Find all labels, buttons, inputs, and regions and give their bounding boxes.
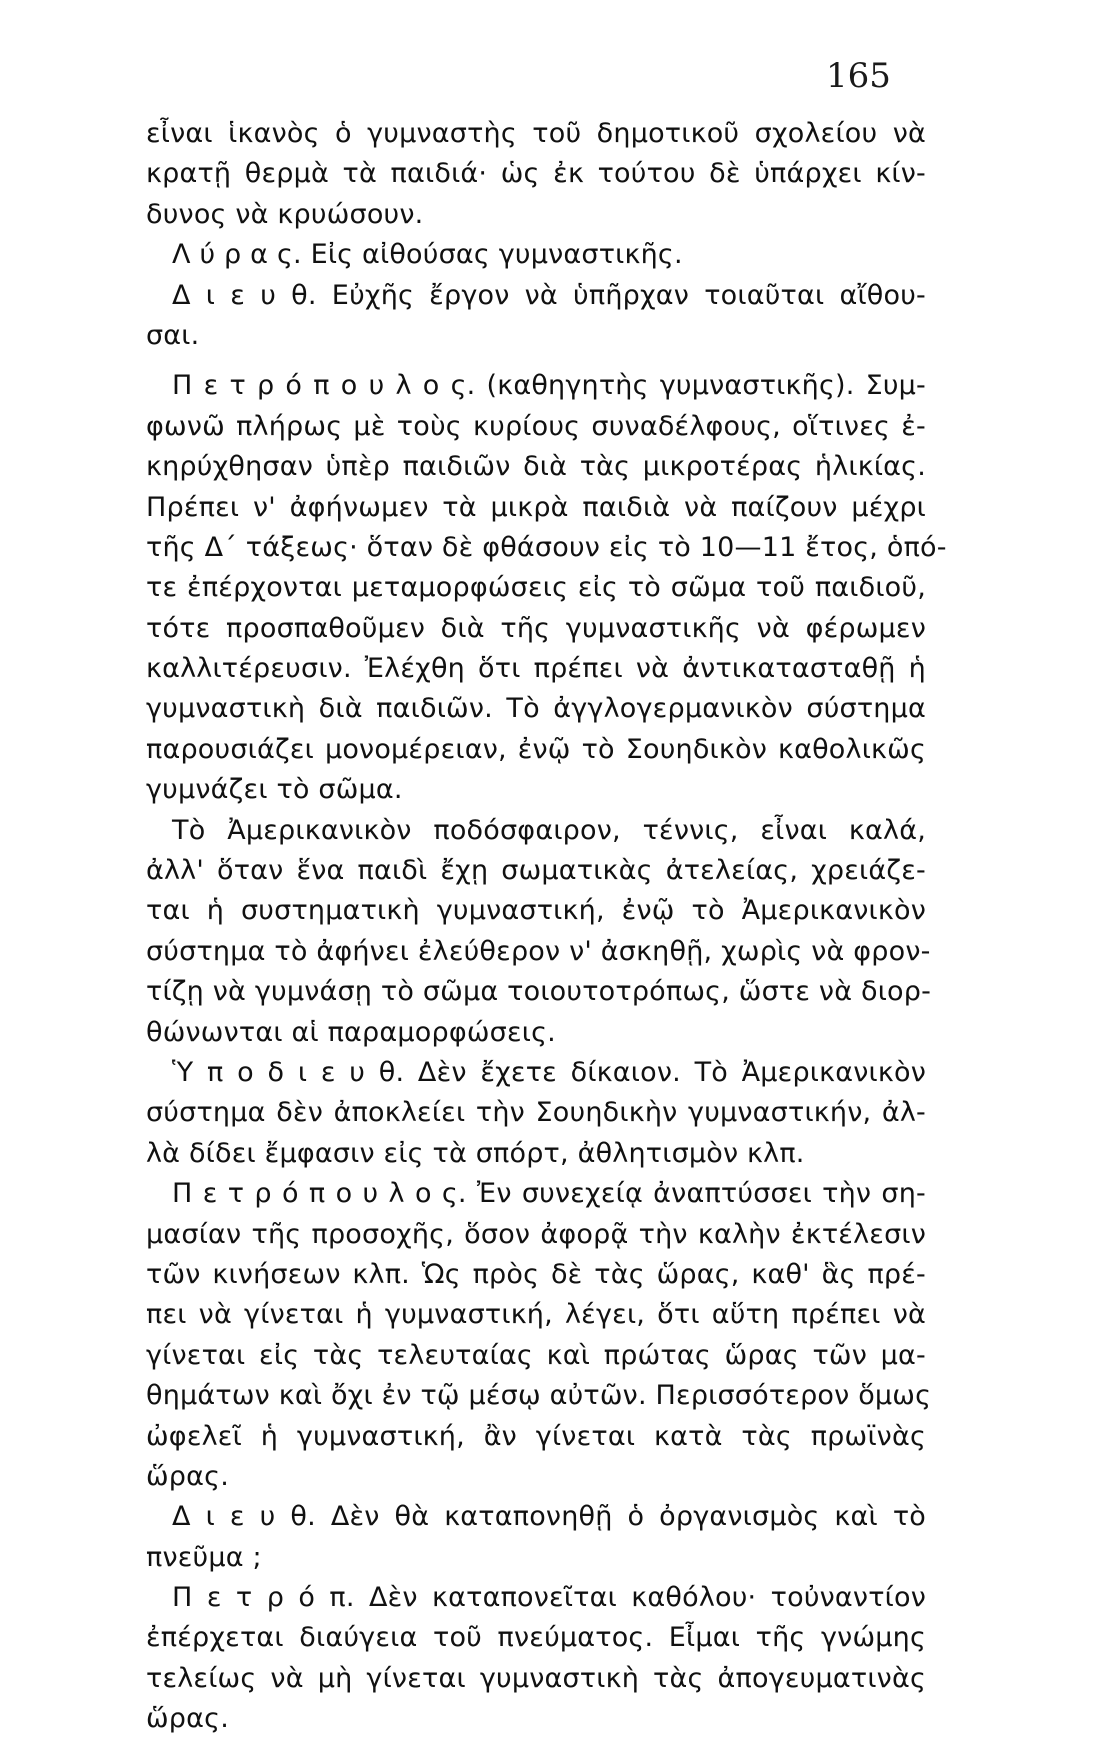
- text-line: ὥρας.: [146, 1703, 229, 1735]
- text-line: σύστημα δὲν ἀποκλείει τὴν Σουηδικὴν γυμναστικήν, ἀλ-: [146, 1097, 926, 1129]
- text-line: θώνωνται αἱ παραμορφώσεις.: [146, 1016, 556, 1048]
- text-line: ὥρας.: [146, 1460, 229, 1492]
- text-line: ἐπέρχεται διαύγεια τοῦ πνεύματος. Εἶμαι τῆς γνώμης: [146, 1622, 926, 1654]
- text-line: Π ε τ ρ ό π ο υ λ ο ς. Ἐν συνεχείᾳ ἀναπτύσσει τὴν ση-: [172, 1178, 926, 1210]
- text-line: γυμνάζει τὸ σῶμα.: [146, 774, 403, 806]
- text-line: Δ ι ε υ θ. Δὲν θὰ καταπονηθῇ ὁ ὀργανισμὸς καὶ τὸ: [172, 1501, 926, 1533]
- text-line: Π ε τ ρ ό π. Δὲν καταπονεῖται καθόλου· τοὐναντίον: [172, 1582, 926, 1614]
- text-line: Λ ύ ρ α ς. Εἰς αἰθούσας γυμναστικῆς.: [172, 239, 683, 271]
- text-line: Τὸ Ἀμερικανικὸν ποδόσφαιρον, τέννις, εἶναι καλά,: [172, 814, 926, 846]
- text-line: Δ ι ε υ θ. Εὐχῆς ἔργον νὰ ὑπῆρχαν τοιαῦται αἴθου-: [172, 279, 926, 311]
- text-line: θημάτων καὶ ὄχι ἐν τῷ μέσῳ αὐτῶν. Περισσότερον ὅμως: [146, 1380, 932, 1412]
- page-number: 165: [826, 56, 891, 96]
- text-line: τίζῃ νὰ γυμνάσῃ τὸ σῶμα τοιουτοτρόπως, ὥστε νὰ διορ-: [146, 976, 932, 1008]
- text-line: γίνεται εἰς τὰς τελευταίας καὶ πρώτας ὥρας τῶν μα-: [146, 1339, 926, 1371]
- text-line: τῆς Δ΄ τάξεως· ὅταν δὲ φθάσουν εἰς τὸ 10—11 ἔτος, ὁπό-: [146, 531, 947, 563]
- text-line: φωνῶ πλήρως μὲ τοὺς κυρίους συναδέλφους, οἵτινες ἐ-: [146, 410, 926, 442]
- text-line: Ὑ π ο δ ι ε υ θ. Δὲν ἔχετε δίκαιον. Τὸ Ἀμερικανικὸν: [172, 1056, 926, 1088]
- text-line: τῶν κινήσεων κλπ. Ὡς πρὸς δὲ τὰς ὥρας, καθ' ἃς πρέ-: [146, 1258, 926, 1290]
- text-line: σαι.: [146, 319, 200, 351]
- text-line: τότε προσπαθοῦμεν διὰ τῆς γυμναστικῆς νὰ φέρωμεν: [146, 612, 926, 644]
- text-line: γυμναστικὴ διὰ παιδιῶν. Τὸ ἀγγλογερμανικὸν σύστημα: [146, 693, 926, 725]
- text-line: εἶναι ἱκανὸς ὁ γυμναστὴς τοῦ δημοτικοῦ σχολείου νὰ: [146, 118, 926, 149]
- text-line: ται ἡ συστηματικὴ γυμναστική, ἐνῷ τὸ Ἀμερικανικὸν: [146, 895, 926, 927]
- text-line: μασίαν τῆς προσοχῆς, ὅσον ἀφορᾷ τὴν καλὴν ἐκτέλεσιν: [146, 1218, 926, 1250]
- text-line: καλλιτέρευσιν. Ἐλέχθη ὅτι πρέπει νὰ ἀντικατασταθῇ ἡ: [146, 653, 926, 685]
- text-line: δυνος νὰ κρυώσουν.: [146, 198, 424, 230]
- text-line: Πρέπει ν' ἀφήνωμεν τὰ μικρὰ παιδιὰ νὰ παίζουν μέχρι: [146, 491, 926, 523]
- body-text: [146, 114, 947, 1740]
- text-line: πει νὰ γίνεται ἡ γυμναστική, λέγει, ὅτι αὕτη πρέπει νὰ: [146, 1299, 926, 1331]
- text-line: σύστημα τὸ ἀφήνει ἐλεύθερον ν' ἀσκηθῇ, χωρὶς νὰ φρον-: [146, 935, 931, 967]
- text-line: ὠφελεῖ ἡ γυμναστική, ἂν γίνεται κατὰ τὰς πρωϊνὰς: [146, 1420, 926, 1452]
- text-line: πνεῦμα ;: [146, 1541, 262, 1573]
- text-line: Π ε τ ρ ό π ο υ λ ο ς. (καθηγητὴς γυμναστικῆς). Συμ-: [172, 370, 926, 402]
- text-line: τε ἐπέρχονται μεταμορφώσεις εἰς τὸ σῶμα τοῦ παιδιοῦ,: [146, 572, 926, 604]
- text-line: ἀλλ' ὅταν ἕνα παιδὶ ἔχῃ σωματικὰς ἀτελείας, χρειάζε-: [146, 855, 926, 887]
- text-line: κηρύχθησαν ὑπὲρ παιδιῶν διὰ τὰς μικροτέρας ἡλικίας.: [146, 451, 926, 483]
- text-line: παρουσιάζει μονομέρειαν, ἐνῷ τὸ Σουηδικὸν καθολικῶς: [146, 733, 926, 765]
- text-line: τελείως νὰ μὴ γίνεται γυμναστικὴ τὰς ἀπογευματινὰς: [146, 1662, 926, 1694]
- text-line: λὰ δίδει ἔμφασιν εἰς τὰ σπόρτ, ἀθλητισμὸν κλπ.: [146, 1137, 805, 1169]
- text-line: κρατῇ θερμὰ τὰ παιδιά· ὡς ἐκ τούτου δὲ ὑπάρχει κίν-: [146, 158, 926, 190]
